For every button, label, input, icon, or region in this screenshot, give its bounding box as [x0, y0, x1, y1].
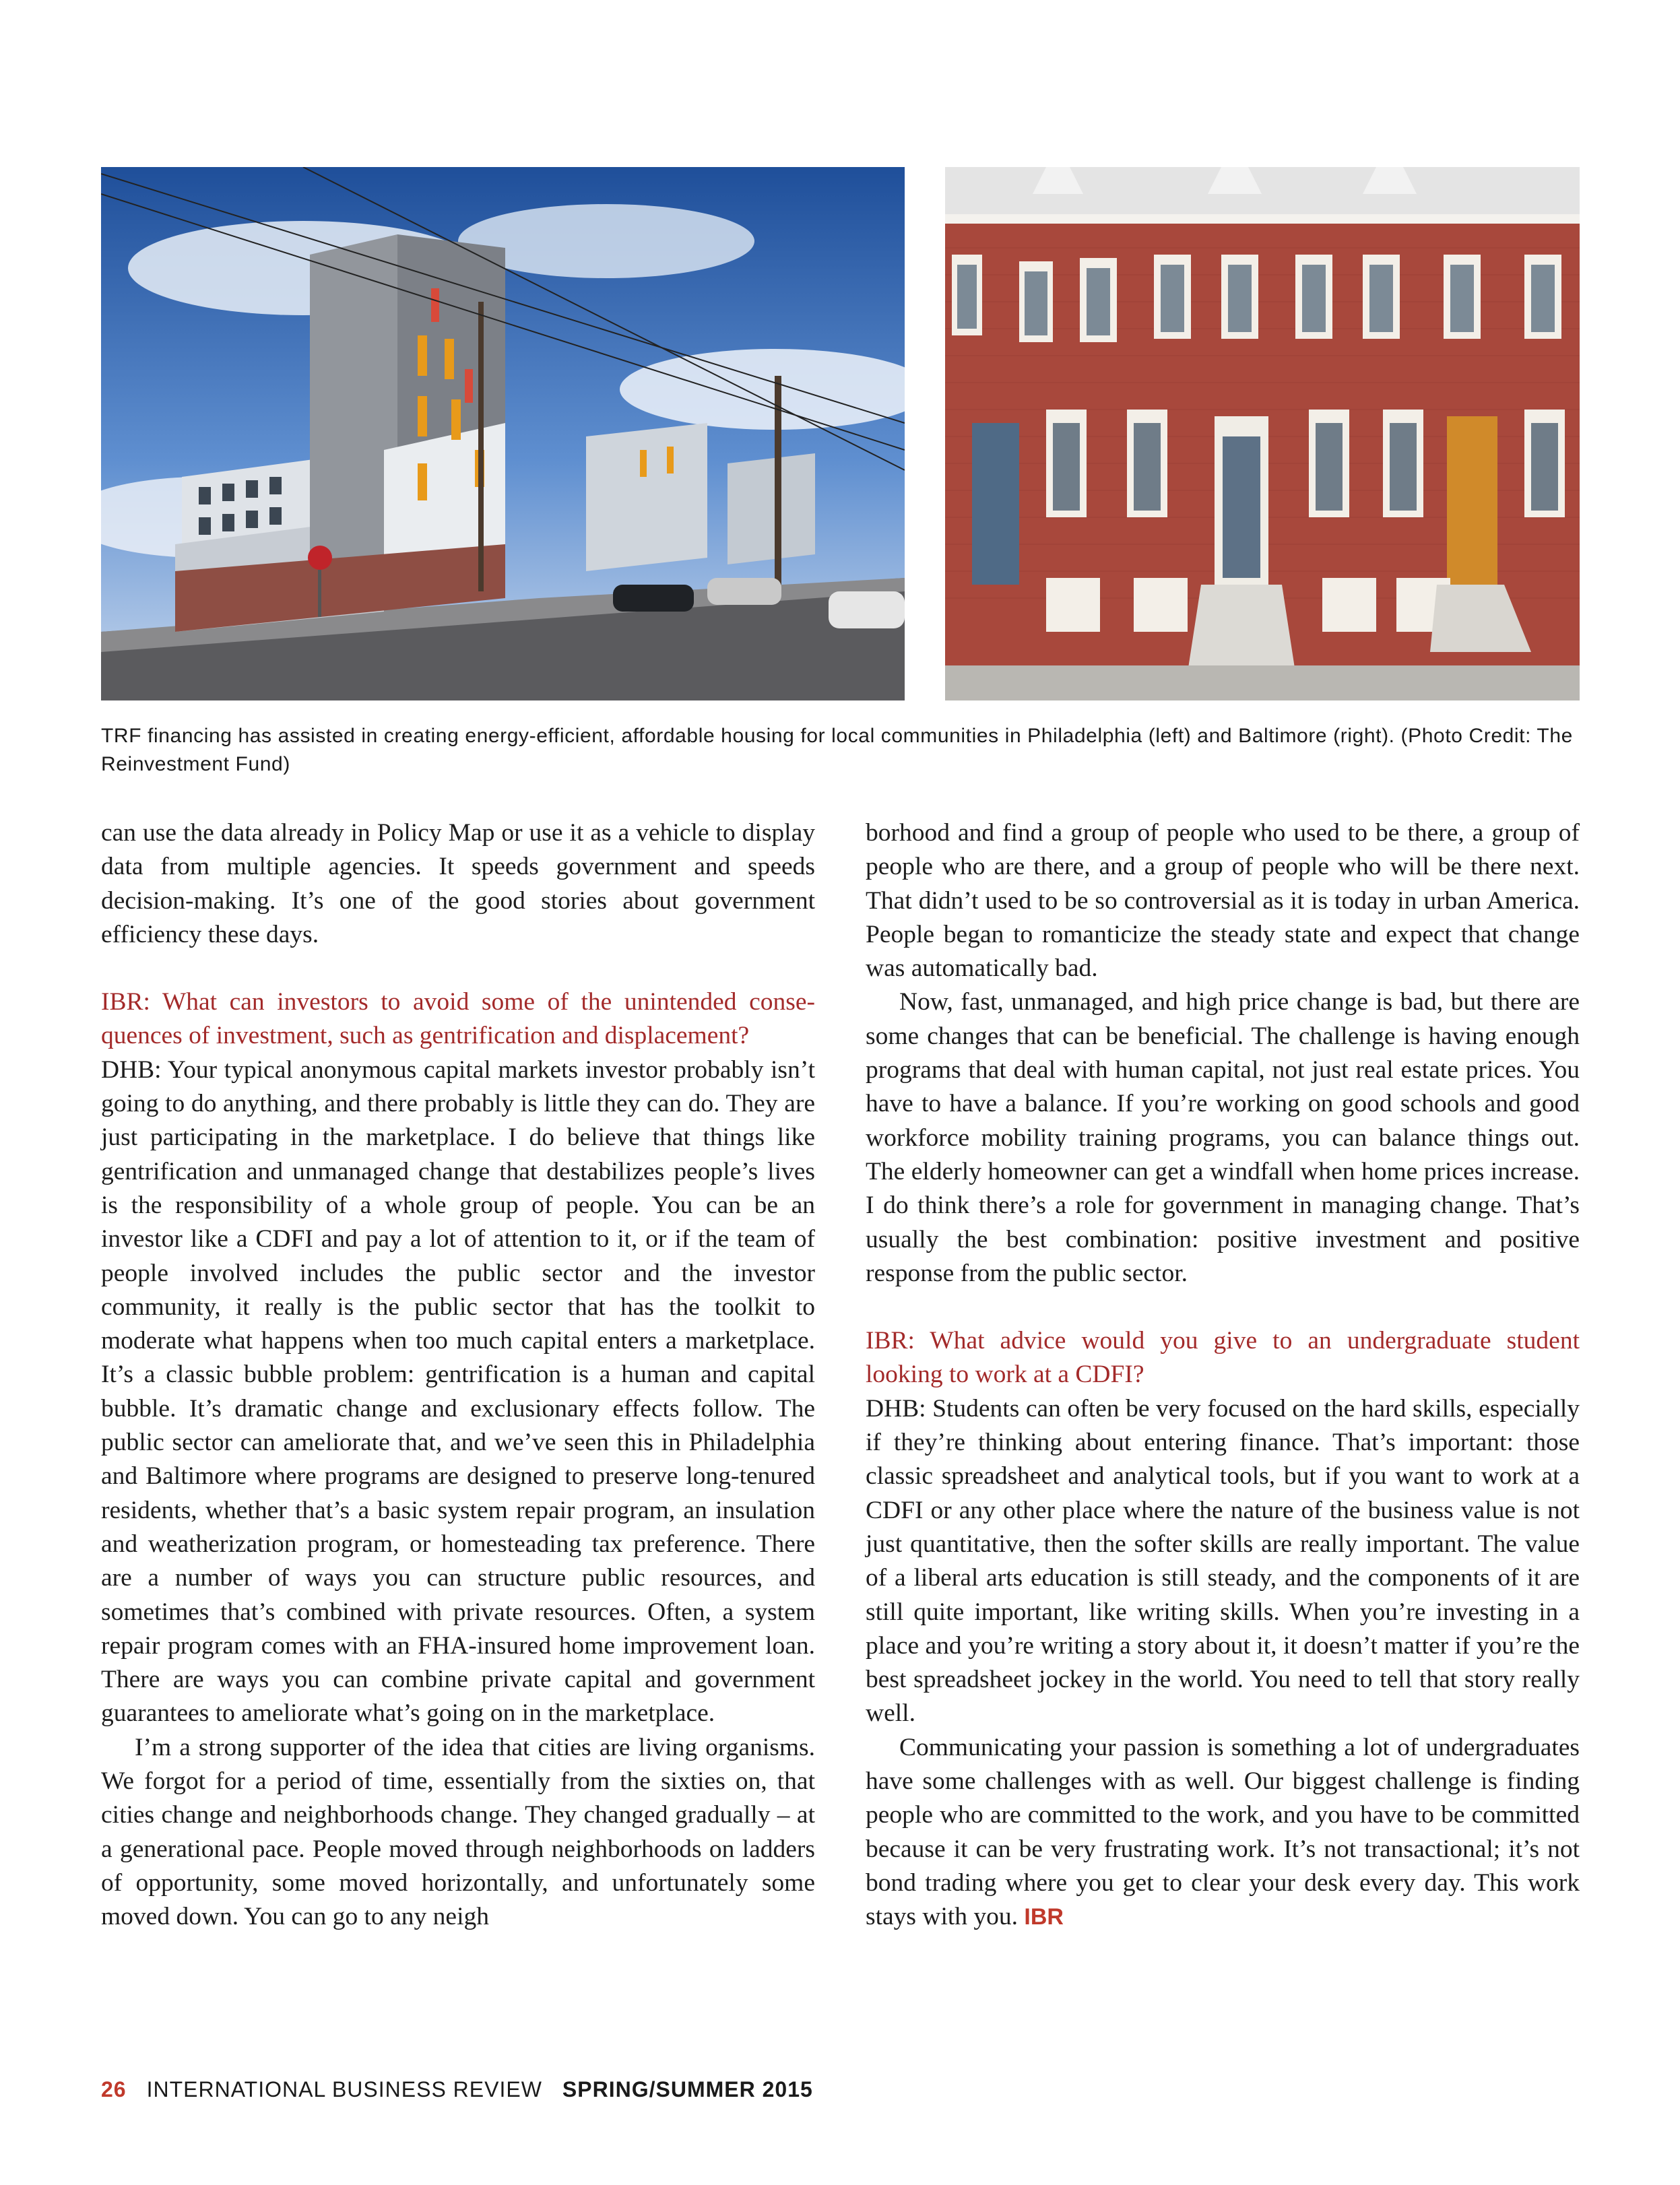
philadelphia-apartment-photo [101, 167, 905, 700]
closing-text: Communicating your passion is something a lot of undergraduates have some challenges with as well. Our biggest challenge is finding people who are committed to the work, and you have to be committed because it can be very frustrating work. It’s not transactional; it’s not bond trading where you get to clear your desk every day. This work stays with you. [866, 1733, 1580, 1931]
issue-label: SPRING/SUMMER 2015 [562, 2077, 813, 2101]
interview-question: IBR: What can investors to avoid some of the unintended consequences of investment, such as gentrification and displacement? [101, 988, 815, 1050]
interview-question: IBR: What advice would you give to an undergraduate student looking to work at a CDFI? [866, 1327, 1580, 1389]
page-number: 26 [101, 2077, 127, 2101]
baltimore-rowhouse-photo [945, 167, 1580, 700]
interview-answer: DHB: Students can often be very focused on the hard skills, especially if they’re thinking about entering finance. That’s important: those classic spreadsheet and analytical tools, but if you want to work at a CDFI or any other place where the nature of the business value is not just quantitative, then the softer skills are really important. The value of a liberal arts education is still steady, and the components of it are still quite important, like writing skills. When you’re investing in a place and you’re writing a story about it, it doesn’t matter if you’re the best spreadsheet jockey in the world. You need to tell that story really well. [866, 1394, 1580, 1728]
photo-caption: TRF financing has assisted in creating energy-efficient, affordable housing for local communities in Philadelphia (left) and Baltimore (right). (Photo Credit: The Reinvestment Fund) [101, 725, 1573, 775]
paragraph: I’m a strong supporter of the idea that cities are living organisms. We forgot for a period of time, essentially from the sixties on, that cities change and neighborhoods change. They changed gradually – at a generational pace. People moved through neighborhoods on ladders of opportunity, some moved horizontally, and unfortunately some moved down. You can go to any neigh [101, 1733, 815, 1931]
paragraph: borhood and find a group of people who used to be there, a group of people who are there, and a group of people who will be there next. That didn’t used to be so controversial as it is today in urban America. People began to romanticize the steady state and expect that change was automatically bad. [866, 819, 1580, 983]
article-column-right [866, 816, 1580, 1934]
interview-answer: DHB: Your typical anonymous capital markets investor probably isn’t going to do anything, and there probably is little they can do. They are just participating in the marketplace. I do believe that things like gentrification and unmanaged change that destabilizes people’s lives is the responsibility of a whole group of people. You can be an investor like a CDFI and pay a lot of attention to it, or if the team of people involved includes the public sector and the investor community, it really is the public sector that has the toolkit to moderate what happens when too much capital enters a marketplace. It’s a classic bubble problem: gentrification is a human and capital bubble. It’s dramatic change and exclusionary effects follow. The public sector can ameliorate that, and we’ve seen this in Philadelphia and Baltimore where programs are designed to preserve long-tenured residents, whether that’s a basic system repair program, an insulation and weatherization program, or homesteading tax preference. There are a number of ways you can structure public resources, and sometimes that’s combined with private resources. Often, a system repair program comes with an FHA-insured home improvement loan. There are ways you can combine private capital and government guarantees to ameliorate what’s going on in the marketplace. [101, 1055, 815, 1728]
paragraph: Now, fast, unmanaged, and high price change is bad, but there are some changes that can be beneficial. The challenge is having enough programs that deal with human capital, not just real estate prices. You have to have a balance. If you’re working on good schools and good workforce mobility training programs, you can balance things out. The elderly homeowner can get a windfall when home prices increase. I do think there’s a role for government in managing change. That’s usually the best combination: positive investment and positive response from the public sector. [866, 988, 1580, 1287]
paragraph-closing [866, 1731, 1580, 1934]
page-footer [101, 2077, 813, 2102]
publication-name: INTERNATIONAL BUSINESS REVIEW [146, 2077, 542, 2101]
ibr-sign-off: IBR [1024, 1904, 1064, 1930]
paragraph: can use the data already in Policy Map or use it as a vehicle to display data from multiple agencies. It speeds government and speeds decision-making. It’s one of the good stories about government efficiency these days. [101, 819, 815, 948]
article-column-left [101, 816, 815, 1934]
